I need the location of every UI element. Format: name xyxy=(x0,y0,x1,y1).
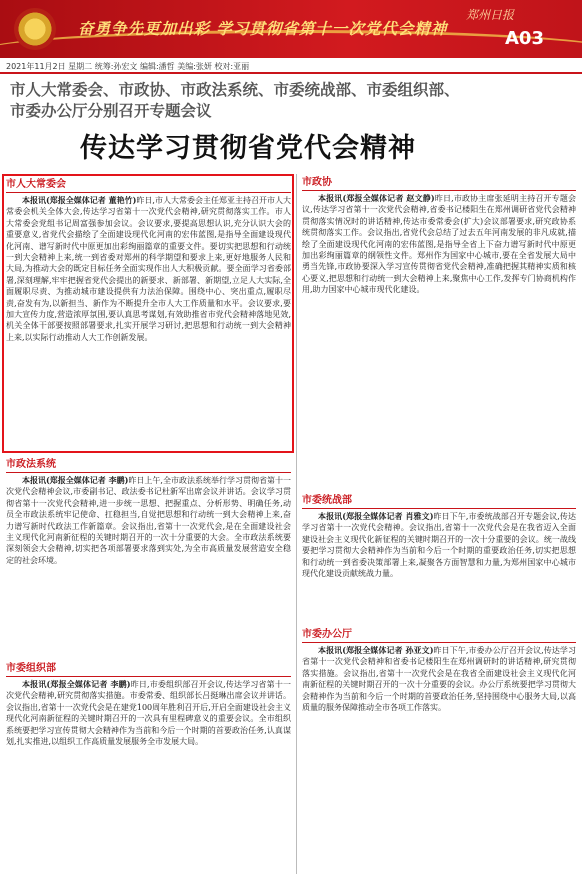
party-emblem-icon xyxy=(14,8,56,50)
section-title: 市政法系统 xyxy=(6,458,291,473)
dateline: 2021年11月2日 星期二 统筹:孙宏文 编辑:潘哲 美编:张妍 校对:亚丽 xyxy=(6,62,250,71)
article-lead: 本报讯(郑报全媒体记者 李鹏) xyxy=(22,679,131,689)
page-number: A03 xyxy=(505,28,544,49)
article-text: 昨日下午,市委办公厅召开会议,传达学习省第十一次党代会精神和省委书记楼阳生在郑州调研时的讲话精神,研究贯彻落实措施。会议指出,省第十一次党代会是在我省全面建设社会主义现代化河南新征程的关键时期召开的一次十分重要的会议。办公厅系统要把学习贯彻大会精神作为当前和今后一个时期的首要政治任务,坚持围绕中心服务大局,以高质量的服务保障推动全市各项工作落实。 xyxy=(302,646,576,713)
article-lead: 本报讯(郑报全媒体记者 肖雅文) xyxy=(318,511,434,521)
main-headline: 传达学习贯彻省党代会精神 xyxy=(80,133,416,164)
article-body xyxy=(302,511,576,579)
paper-name: 郑州日报 xyxy=(466,8,515,22)
article-lead: 本报讯(郑报全媒体记者 董艳竹) xyxy=(22,195,137,205)
article-text: 昨日下午,市委统战部召开专题会议,传达学习省第十一次党代会精神。会议指出,省第十一次党代会是在我省迈入全面建设社会主义现代化新征程的关键时期召开的一次十分重要的会议。统一战线要把学习贯彻大会精神作为当前和今后一个时期的重要政治任务,切实把思想和行动统一到省委决策部署上来,凝聚各方面智慧和力量,为郑州国家中心城市现代化建设贡献统战力量。 xyxy=(302,512,576,579)
article-zhengxie xyxy=(302,176,576,488)
article-lead: 本报讯(郑报全媒体记者 李鹏) xyxy=(22,475,129,485)
article-text: 昨日,市人大常委会主任郑亚主持召开市人大常委会机关全体大会,传达学习省第十一次党代会精神,研究贯彻落实工作。市人大常委会党组书记周富强参加会议。会议要求,要提高思想认识,充分认识大会的重要意义,省党代会描绘了全面建设现代化河南的宏伟蓝图,是指导全面建设现代化河南、谱写新时代中原更加出彩绚丽篇章的重要文件。要切实把思想和行动统一到大会精神上来,统一到省委对郑州的科学期望和要求上来,更好地服务人民和大局,为推动大会的既定目标任务全面实现作出人大积极贡献。要全面学习省委部署,深刻理解,牢牢把握省党代会提出的新要求、新部署、新期望,立足人大实际,全面履职尽责、为推动城市建设提供有力法治保障。围绕中心、突出重点,履职尽责,奋发有为,以新担当、新作为不断提升全市人大工作质量和水平。会议要求,要加大宣传力度,营造浓厚氛围,要认真思考谋划,有效助推省市党代会精神落地见效,机关全体干部要按照部署要求,扎实开展学习研讨,把思想和行动统一到大会精神上来,以实际行动推动人大工作创新发展。 xyxy=(6,196,291,342)
section-title: 市政协 xyxy=(302,176,576,191)
article-tongzhan xyxy=(302,494,576,622)
article-renda xyxy=(6,178,291,450)
article-zuzhi xyxy=(6,662,291,874)
article-zhengfa xyxy=(6,458,291,656)
article-bangongting xyxy=(302,628,576,874)
page-banner xyxy=(0,0,582,58)
section-title: 市委统战部 xyxy=(302,494,576,509)
subheadline xyxy=(10,80,574,122)
banner-slogan: 奋勇争先更加出彩 学习贯彻省第十一次党代会精神 xyxy=(78,20,448,38)
section-title: 市委组织部 xyxy=(6,662,291,677)
article-text: 昨日,市委组织部召开会议,传达学习省第十一次党代会精神,研究贯彻落实措施。市委常委、组织部长吕挺琳出席会议并讲话。会议指出,省第十一次党代会是在建党100周年胜利召开后,开启全面建设社会主义现代化河南新征程的关键时期召开的一次具有里程碑意义的重要会议。全市组织系统要把学习宣传贯彻大会精神作为当前和今后一个时期的首要政治任务,认真谋划,扎实推进,以组织工作高质量发展服务全市发展大局。 xyxy=(6,680,291,747)
article-body xyxy=(6,475,291,566)
column-divider xyxy=(296,174,297,874)
article-body xyxy=(302,645,576,713)
section-title: 市人大常委会 xyxy=(6,178,291,193)
subheadline-line-1: 市人大常委会、市政协、市政法系统、市委统战部、市委组织部、 xyxy=(10,81,460,99)
article-text: 昨日上午,全市政法系统举行学习贯彻省第十一次党代会精神会议,市委副书记、政法委书记杜新军出席会议并讲话。会议学习贯彻省第十一次党代会精神,进一步统一思想、把握重点、分析形势、明确任务,动员全市政法系统牢记使命、扛稳担当,自觉把思想和行动统一到大会精神上来,奋力谱写新时代政法工作新篇章。会议指出,省第十一次党代会,是在全面建设社会主义现代化河南新征程的关键时期召开的一次十分重要的大会。全市政法系统要深刻领会大会精神,切实把各项部署要求落到实处,为全市高质量发展营造安全稳定的社会环境。 xyxy=(6,476,291,565)
article-lead: 本报讯(郑报全媒体记者 孙亚文) xyxy=(318,645,434,655)
article-body xyxy=(6,195,291,343)
subheadline-line-2: 市委办公厅分别召开专题会议 xyxy=(10,102,212,120)
section-title: 市委办公厅 xyxy=(302,628,576,643)
header-rule xyxy=(0,72,582,74)
article-lead: 本报讯(郑报全媒体记者 赵文静) xyxy=(318,193,435,203)
article-text: 昨日,市政协主席张延明主持召开专题会议,传达学习省第十一次党代会精神,省委书记楼阳生在郑州调研省党代会精神贯彻落实情况时的讲话精神,传达市委常委会(扩大)会议部署要求,研究政协系统贯彻落实工作。会议指出,省党代会总结了过去五年河南发展的非凡成就,描绘了全面建设现代化河南的宏伟蓝图,是指导全省上下奋力谱写新时代中原更加出彩绚丽篇章的纲领性文件。郑州作为国家中心城市,要在全省发展大局中勇当先锋,市政协要深入学习宣传贯彻省党代会精神,准确把握其精神实质和核心要义,把思想和行动统一到大会精神上来,聚焦中心工作,发挥专门协商机构作用,助力国家中心城市现代化建设。 xyxy=(302,194,576,295)
article-body xyxy=(302,193,576,296)
article-body xyxy=(6,679,291,747)
